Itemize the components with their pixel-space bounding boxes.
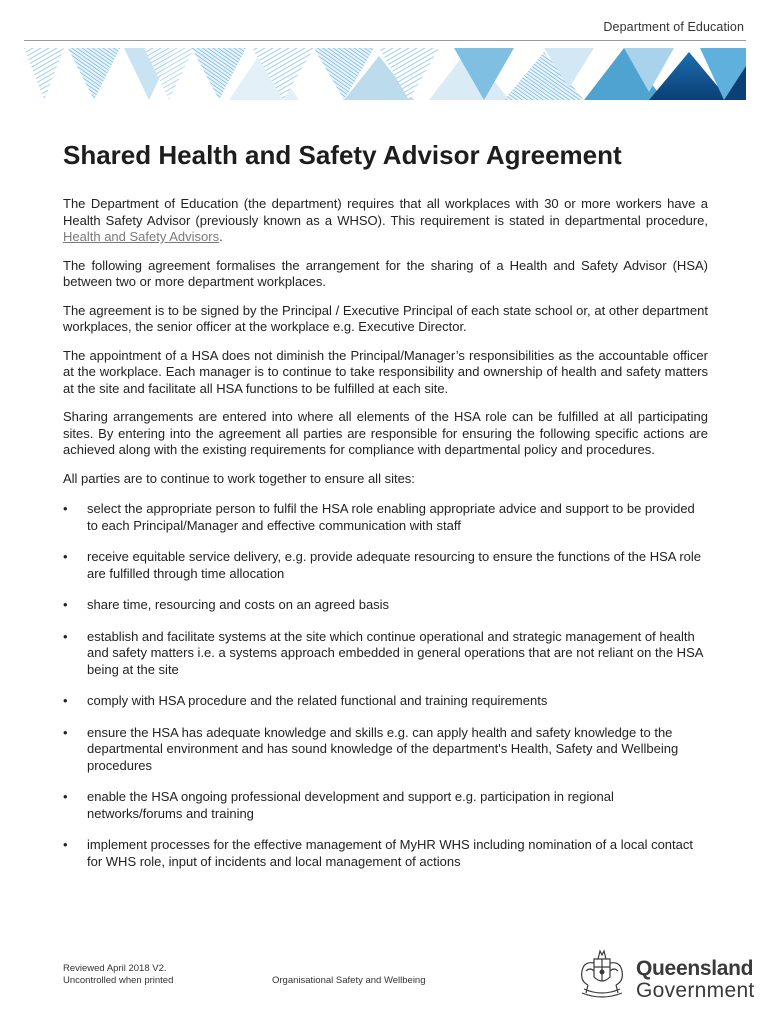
document-body	[63, 196, 708, 885]
footer-unit: Organisational Safety and Wellbeing	[272, 975, 426, 986]
list-item	[63, 693, 708, 710]
list-item	[63, 837, 708, 870]
bullet-icon: •	[63, 628, 68, 644]
paragraph: The appointment of a HSA does not diminish the Principal/Manager’s responsibilities as the accountable officer at the workplace. Each manager is to continue to take responsibility and ownership of health and safety matters at the site and facilitate all HSA functions to be fulfilled at each site.	[63, 347, 708, 396]
department-label: Department of Education	[603, 20, 744, 34]
list-item-text: share time, resourcing and costs on an agreed basis	[87, 597, 390, 612]
list-item	[63, 725, 708, 775]
footer-reviewed: Reviewed April 2018 V2.	[63, 963, 167, 974]
list-item-text: comply with HSA procedure and the related functional and training requirements	[87, 693, 548, 708]
intro-end: .	[219, 229, 223, 244]
coat-of-arms-icon	[572, 945, 632, 1003]
list-item-text: select the appropriate person to fulfil the HSA role enabling appropriate advice and support to be provided to each Principal/Manager and effective communication with staff	[87, 501, 695, 533]
hsa-procedure-link[interactable]: Health and Safety Advisors	[63, 229, 220, 244]
paragraph: All parties are to continue to work together to ensure all sites:	[63, 470, 415, 486]
logo-text-government: Government	[636, 979, 755, 1002]
bullet-icon: •	[63, 597, 68, 612]
logo-text-queensland: Queensland	[636, 957, 754, 980]
list-item-text: receive equitable service delivery, e.g. provide adequate resourcing to ensure the functions of the HSA role are fulfilled through time allocation	[87, 549, 702, 581]
intro-paragraph	[63, 196, 708, 246]
paragraph: The following agreement formalises the arrangement for the sharing of a Health and Safety Advisor (HSA) between two or more department workplaces.	[63, 257, 708, 289]
list-item	[63, 629, 708, 679]
bullet-icon: •	[63, 724, 68, 740]
page-title: Shared Health and Safety Advisor Agreement	[63, 140, 622, 170]
bullet-icon: •	[63, 501, 68, 516]
list-item-text: ensure the HSA has adequate knowledge and skills e.g. can apply health and safety knowledge to the departmental environment and has sound knowledge of the department's Health, Safety and Wellbeing procedures	[87, 724, 679, 773]
bullet-icon: •	[63, 789, 68, 804]
footer-version	[63, 963, 173, 986]
list-item-text: enable the HSA ongoing professional development and support e.g. participation in regional networks/forums and training	[87, 789, 614, 821]
queensland-government-logo	[572, 945, 755, 1005]
bullet-icon: •	[63, 549, 68, 564]
list-item	[63, 789, 708, 822]
list-item-text: implement processes for the effective management of MyHR WHS including nomination of a local contact for WHS role, input of incidents and local management of actions	[87, 837, 693, 869]
header-banner	[24, 48, 746, 100]
paragraph: Sharing arrangements are entered into where all elements of the HSA role can be fulfilled at all participating sites. By entering into the agreement all parties are responsible for ensuring the following specific actions are achieved along with the existing requirements for compliance with departmental policy and procedures.	[63, 409, 708, 457]
list-item	[63, 597, 708, 614]
intro-text: The Department of Education (the department) requires that all workplaces with 30 or more workers have a Health Safety Advisor (previously known as a WHSO). This requirement is stated in departmental procedure,	[63, 196, 708, 228]
bullet-icon: •	[63, 837, 68, 852]
list-item-text: establish and facilitate systems at the site which continue operational and strategic management of health and safety matters i.e. a systems approach embedded in general operations that are not reliant on the HSA being at the site	[87, 628, 703, 677]
bullet-icon: •	[63, 693, 68, 708]
header-divider	[24, 40, 746, 41]
footer-uncontrolled: Uncontrolled when printed	[63, 974, 174, 986]
paragraph: The agreement is to be signed by the Principal / Executive Principal of each state school or, at other department workplaces, the senior officer at the workplace e.g. Executive Director.	[63, 302, 708, 334]
list-item	[63, 501, 708, 534]
list-item	[63, 549, 708, 582]
requirements-list	[63, 501, 708, 870]
